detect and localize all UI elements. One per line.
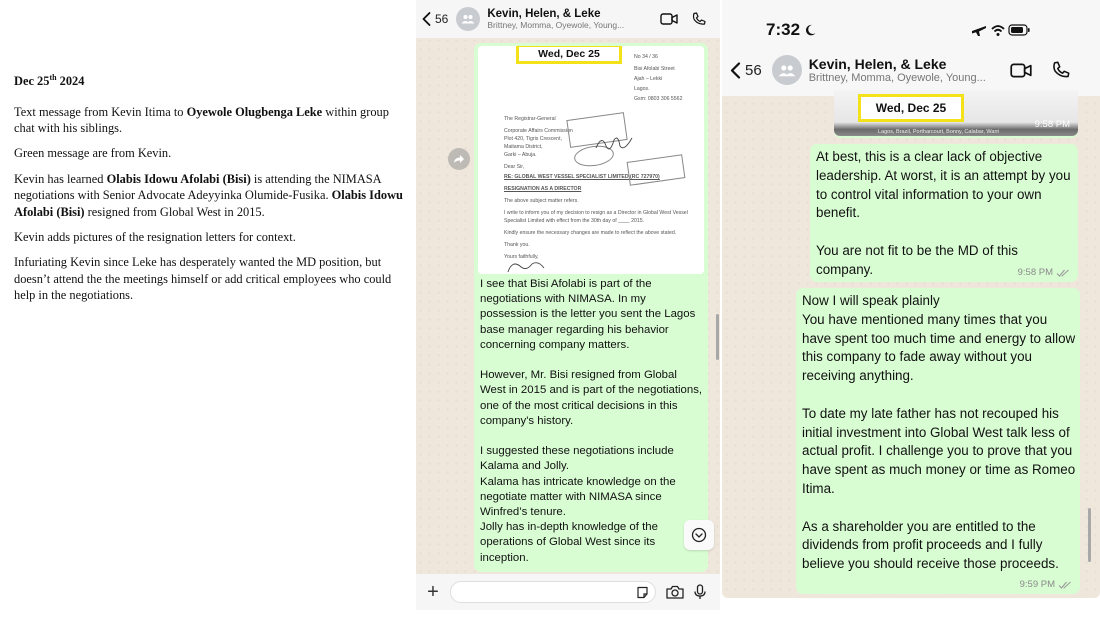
double-check-icon	[1058, 581, 1072, 589]
doc-body-line: Thank you.	[504, 242, 530, 248]
camera-button[interactable]	[666, 585, 684, 599]
message-timestamp: 9:59 PM	[1019, 579, 1055, 590]
clock: 7:32	[766, 20, 816, 40]
message-text: At best, this is a clear lack of objective leadership. At worst, it is an attempt by you to control vital information to your own benefit. You are not fit to be the MD of this company.	[816, 149, 1071, 277]
scrollbar[interactable]	[1088, 508, 1091, 562]
note-paragraph: Kevin has learned Olabis Idowu Afolabi (Bisi) is attending the NIMASA negotiations with Senior Advocate Adeyyinka Olumide-Fusika. Olabis Idowu Afolabi (Bisi) resigned from Global West in 2015.	[14, 171, 403, 219]
message-meta	[1018, 267, 1070, 278]
sticker-icon[interactable]	[636, 586, 649, 599]
note-paragraph: Infuriating Kevin since Leke has desperately wanted the MD position, but doesn’t attend the the meetings himself or add critical employees who could help in the negotiations.	[14, 255, 392, 303]
video-call-icon[interactable]	[660, 13, 678, 25]
message-text: I see that Bisi Afolabi is part of the negotiations with NIMASA. In my possession is the letter you sent the Lagos base manager regarding his behavior concerning company matters. However, Mr. Bisi resigned from Global West in 2015 and is part of the negotiations, one of the most critical decisions in this company's history. I suggested these negotiations include Kalama and Jolly. Kalama has intricate knowledge on the negotiate matter with NIMASA since Winfred’s tenure. Jolly has in-depth knowledge of the operations of Global West since its inception.	[480, 278, 703, 564]
attach-button[interactable]: +	[427, 580, 439, 603]
doc-body-line: I write to inform you of my decision to resign as a Director in Global West Vessel	[504, 210, 688, 216]
message-timestamp: 9:58 PM	[1017, 267, 1053, 278]
message-bubble-outgoing[interactable]	[474, 43, 708, 572]
unread-count: 56	[745, 61, 762, 79]
doc-body-line: Specialist Limited with effect from the 30th day of ____ 2015.	[504, 218, 645, 224]
letter-image-crop[interactable]	[834, 90, 1078, 136]
doc-address-line: No 34 / 36	[634, 54, 658, 60]
doc-address-line: Lagos.	[634, 86, 650, 92]
doc-subject: RESIGNATION AS A DIRECTOR	[504, 186, 582, 192]
microphone-button[interactable]	[694, 584, 706, 600]
message-input-bar	[416, 574, 720, 610]
back-button[interactable]	[422, 12, 448, 26]
scrollbar[interactable]	[716, 314, 719, 360]
chat-members: Brittney, Momma, Oyewole, Young...	[487, 20, 625, 30]
message-meta	[1020, 579, 1072, 590]
doc-recipient-line: The Registrar-General	[504, 116, 556, 122]
chat-members: Brittney, Momma, Oyewole, Young...	[808, 72, 986, 84]
image-timestamp: 9:58 PM	[1034, 119, 1070, 130]
chat-header	[722, 44, 1100, 96]
doc-recipient-line: Corporate Affairs Commission	[504, 128, 573, 134]
group-icon	[778, 64, 796, 77]
doc-recipient-line: Plot 420, Tigris Crescent,	[504, 136, 562, 142]
doc-recipient-line: Garki – Abuja.	[504, 152, 537, 158]
unread-count: 56	[435, 12, 449, 26]
chevron-left-icon	[422, 12, 431, 26]
chat-header	[416, 0, 720, 38]
doc-address-line: Bisi Afolabi Street	[634, 66, 675, 72]
chevron-left-icon	[730, 62, 741, 79]
phone-icon[interactable]	[1052, 61, 1070, 79]
message-input[interactable]	[450, 581, 656, 603]
message-text: Now I will speak plainly You have mentioned many times that you have spent too much time and energy to allow this company to fade away without you receiving anything. To date my late father has not recouped his initial investment into Global West talk less of actual profit. I challenge you to prove that you have spent as much money or time as Romeo Itima. As a shareholder you are entitled to the dividends from profit proceeds and I fully believe you should receive those proceeds.	[802, 293, 1076, 572]
date-highlight: Wed, Dec 25	[858, 94, 964, 122]
double-check-icon	[1056, 269, 1070, 277]
signature-icon	[506, 260, 546, 274]
microphone-icon	[694, 584, 706, 600]
doc-body-line: Yours faithfully,	[504, 254, 539, 260]
group-avatar[interactable]	[772, 55, 802, 85]
chat-title-block[interactable]	[809, 56, 1010, 84]
doc-address-line: Gsm: 0803 306 5562	[634, 96, 683, 102]
camera-icon	[666, 585, 684, 599]
doc-salutation: Dear Sir,	[504, 164, 525, 170]
video-call-icon[interactable]	[1010, 63, 1032, 78]
moon-icon	[805, 24, 816, 36]
doc-subject: RE: GLOBAL WEST VESSEL SPECIALIST LIMITED (RC 727970)	[504, 174, 660, 180]
doc-body-line: The above subject matter refers.	[504, 198, 579, 204]
message-bubble-outgoing[interactable]	[810, 144, 1078, 282]
letter-image[interactable]	[478, 46, 704, 274]
status-icons	[970, 22, 1030, 38]
chevron-down-icon	[691, 527, 707, 543]
back-button[interactable]	[730, 62, 762, 79]
phone-icon[interactable]	[692, 12, 706, 26]
note-paragraph: Text message from Kevin Itima to Oyewole Olugbenga Leke within group chat with his siblings.	[14, 104, 389, 135]
status-bar	[722, 0, 1100, 44]
chat-title: Kevin, Helen, & Leke	[487, 8, 601, 20]
note-paragraph: Kevin adds pictures of the resignation letters for context.	[14, 229, 296, 244]
doc-recipient-line: Maitama District,	[504, 144, 543, 150]
group-avatar[interactable]	[456, 7, 480, 31]
message-bubble-outgoing[interactable]	[796, 288, 1080, 594]
date-highlight: Wed, Dec 25	[516, 46, 622, 64]
forward-icon	[453, 154, 465, 164]
doc-stamp	[627, 154, 686, 186]
scroll-down-button[interactable]	[684, 520, 714, 550]
note-paragraph: Green message are from Kevin.	[14, 146, 172, 161]
image-bubble[interactable]	[834, 90, 1078, 138]
image-caption: Lagos, Brazil, Portharcourt, Bonny, Calabar, Warri	[878, 129, 1000, 135]
notes-column	[14, 70, 406, 313]
chat-screenshot-1	[416, 0, 720, 610]
forward-button[interactable]	[448, 148, 470, 170]
signature-icon	[594, 132, 634, 154]
doc-body-line: Kindly ensure the necessary changes are made to reflect the above stated.	[504, 230, 677, 236]
note-date: Dec 25th 2024	[14, 73, 85, 89]
chat-title: Kevin, Helen, & Leke	[808, 56, 947, 72]
chat-title-block[interactable]	[487, 8, 660, 30]
group-icon	[461, 14, 475, 24]
doc-address-line: Ajah – Lekki	[634, 76, 663, 82]
chat-screenshot-2	[722, 0, 1100, 598]
